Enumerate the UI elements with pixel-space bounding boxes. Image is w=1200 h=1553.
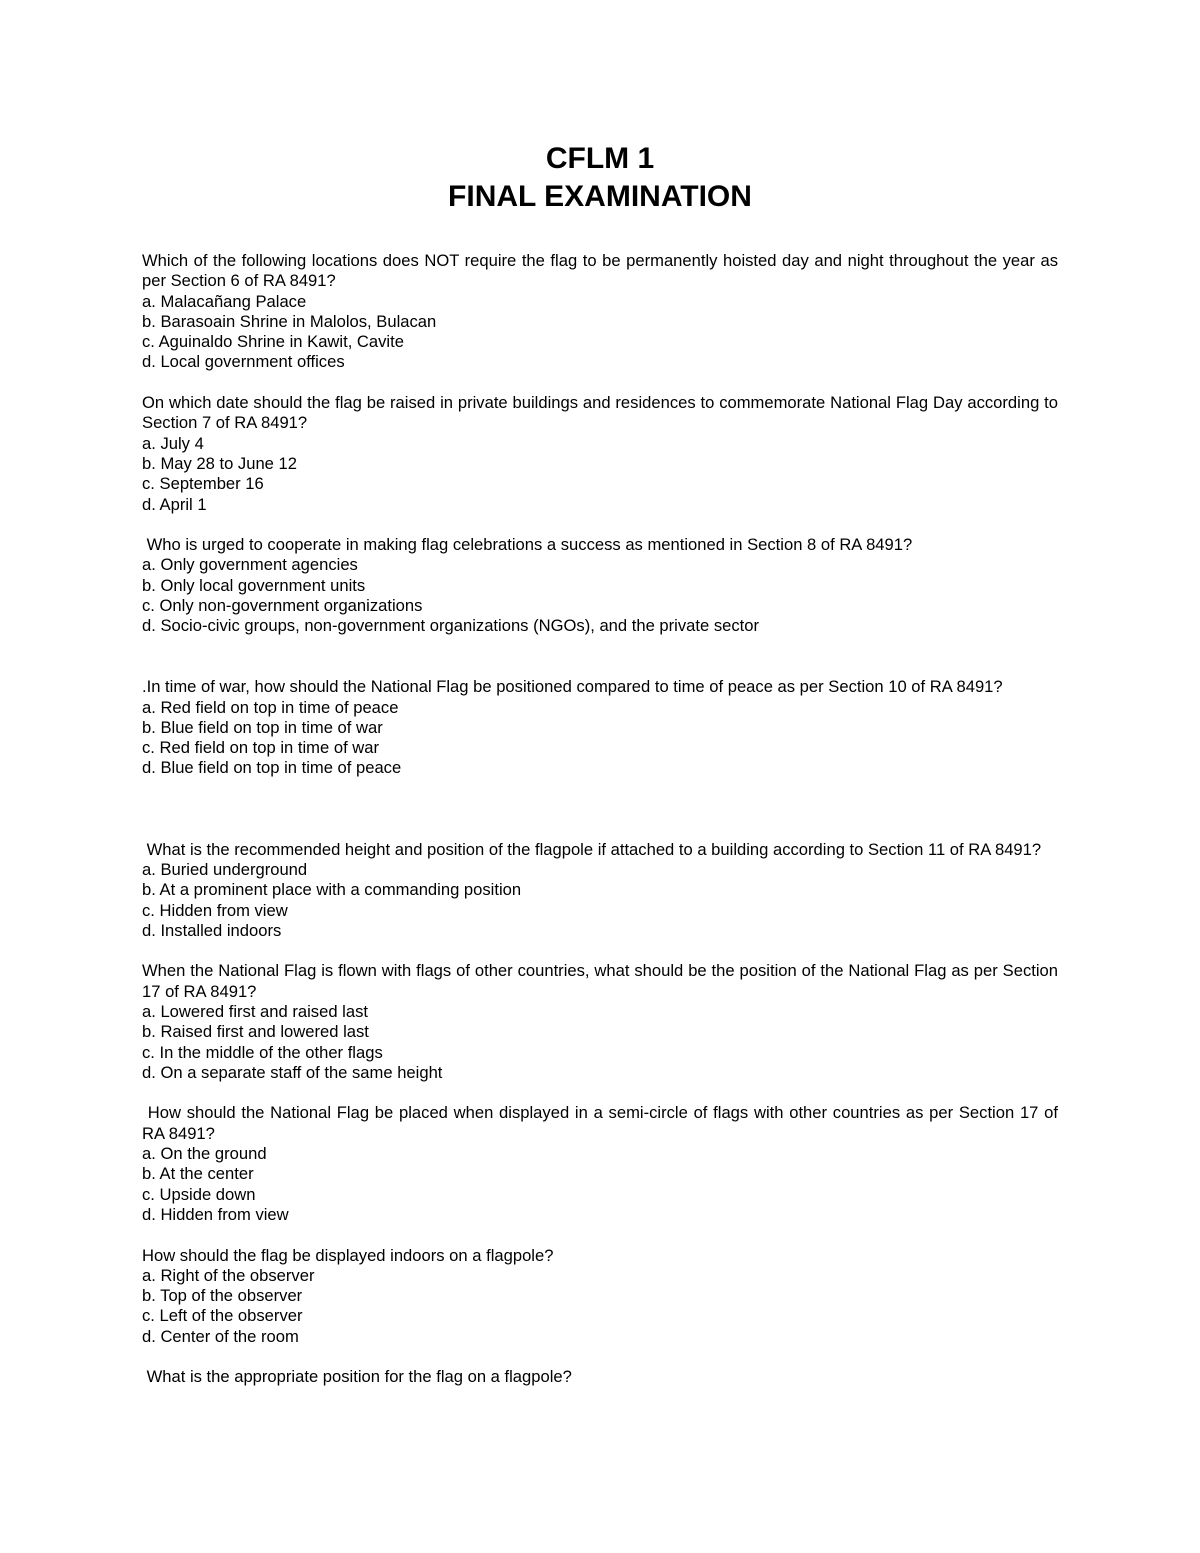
answer-option-a: a. Lowered first and raised last (142, 1001, 368, 1021)
answer-option-c: c. In the middle of the other flags (142, 1042, 383, 1062)
spacer (142, 515, 1058, 535)
question-text: How should the National Flag be placed when displayed in a semi-circle of flags with other countries as per Section 17 of RA 8491? (142, 1103, 1063, 1143)
question-text: What is the recommended height and position of the flagpole if attached to a building according to Section 11 of RA 8491? (142, 839, 1042, 859)
question-1 (142, 251, 1058, 373)
answer-option-a: a. On the ground (142, 1144, 267, 1164)
answer-option-c: c. Left of the observer (142, 1306, 303, 1326)
answer-option-d: d. April 1 (142, 494, 207, 514)
answer-option-b: b. At a prominent place with a commanding position (142, 880, 522, 900)
answer-option-a: a. Malacañang Palace (142, 291, 307, 311)
answer-option-d: d. Socio-civic groups, non-government organizations (NGOs), and the private sector (142, 616, 760, 636)
exam-body (142, 251, 1063, 1388)
answer-option-a: a. July 4 (142, 433, 204, 453)
answer-option-a: a. Only government agencies (142, 555, 358, 575)
question-2 (142, 393, 1058, 515)
answer-option-c: c. Upside down (142, 1184, 256, 1204)
answer-option-b: b. May 28 to June 12 (142, 453, 297, 473)
answer-option-c: c. Aguinaldo Shrine in Kawit, Cavite (142, 332, 404, 352)
answer-option-d: d. Hidden from view (142, 1204, 289, 1224)
spacer (142, 1225, 1058, 1245)
answer-option-b: b. Top of the observer (142, 1286, 303, 1306)
answer-option-a: a. Buried underground (142, 859, 308, 879)
answer-option-b: b. Blue field on top in time of war (142, 717, 383, 737)
answer-option-c: c. Hidden from view (142, 900, 288, 920)
answer-option-c: c. Only non-government organizations (142, 596, 423, 616)
spacer (142, 1347, 1058, 1367)
spacer (142, 941, 1058, 961)
question-text: When the National Flag is flown with flags of other countries, what should be the position of the National Flag as per Section 17 of RA 8491? (142, 961, 1058, 1001)
answer-option-b: b. Raised first and lowered last (142, 1022, 369, 1042)
question-text: Who is urged to cooperate in making flag celebrations a success as mentioned in Section 8 of RA 8491? (142, 535, 913, 555)
spacer (142, 779, 1058, 840)
question-4 (142, 677, 1058, 778)
answer-option-a: a. Right of the observer (142, 1265, 315, 1285)
answer-option-c: c. September 16 (142, 474, 264, 494)
title-course-code: CFLM 1 (545, 142, 655, 175)
spacer (142, 373, 1058, 393)
question-text: .In time of war, how should the National Flag be positioned compared to time of peace as per Section 10 of RA 8491? (142, 677, 1003, 697)
document-title (0, 140, 1200, 216)
spacer (142, 637, 1058, 678)
question-6 (142, 961, 1058, 1083)
question-7 (142, 1103, 1063, 1225)
answer-option-d: d. Blue field on top in time of peace (142, 758, 402, 778)
question-3 (142, 535, 1058, 636)
question-text: What is the appropriate position for the flag on a flagpole? (142, 1367, 572, 1387)
question-9 (142, 1367, 1058, 1387)
spacer (142, 1083, 1058, 1103)
answer-option-d: d. Installed indoors (142, 920, 282, 940)
answer-option-d: d. On a separate staff of the same height (142, 1062, 443, 1082)
answer-option-d: d. Local government offices (142, 352, 345, 372)
answer-option-d: d. Center of the room (142, 1326, 299, 1346)
answer-option-b: b. Barasoain Shrine in Malolos, Bulacan (142, 311, 437, 331)
answer-option-a: a. Red field on top in time of peace (142, 697, 399, 717)
answer-option-b: b. At the center (142, 1164, 254, 1184)
question-8 (142, 1246, 1058, 1347)
title-exam-name: FINAL EXAMINATION (448, 180, 752, 213)
question-5 (142, 840, 1058, 941)
answer-option-c: c. Red field on top in time of war (142, 738, 380, 758)
question-text: How should the flag be displayed indoors on a flagpole? (142, 1245, 554, 1265)
question-text: Which of the following locations does NOT require the flag to be permanently hoisted day and night throughout the year as per Section 6 of RA 8491? (142, 251, 1058, 291)
question-text: On which date should the flag be raised in private buildings and residences to commemorate National Flag Day according to Section 7 of RA 8491? (142, 393, 1058, 433)
answer-option-b: b. Only local government units (142, 575, 366, 595)
